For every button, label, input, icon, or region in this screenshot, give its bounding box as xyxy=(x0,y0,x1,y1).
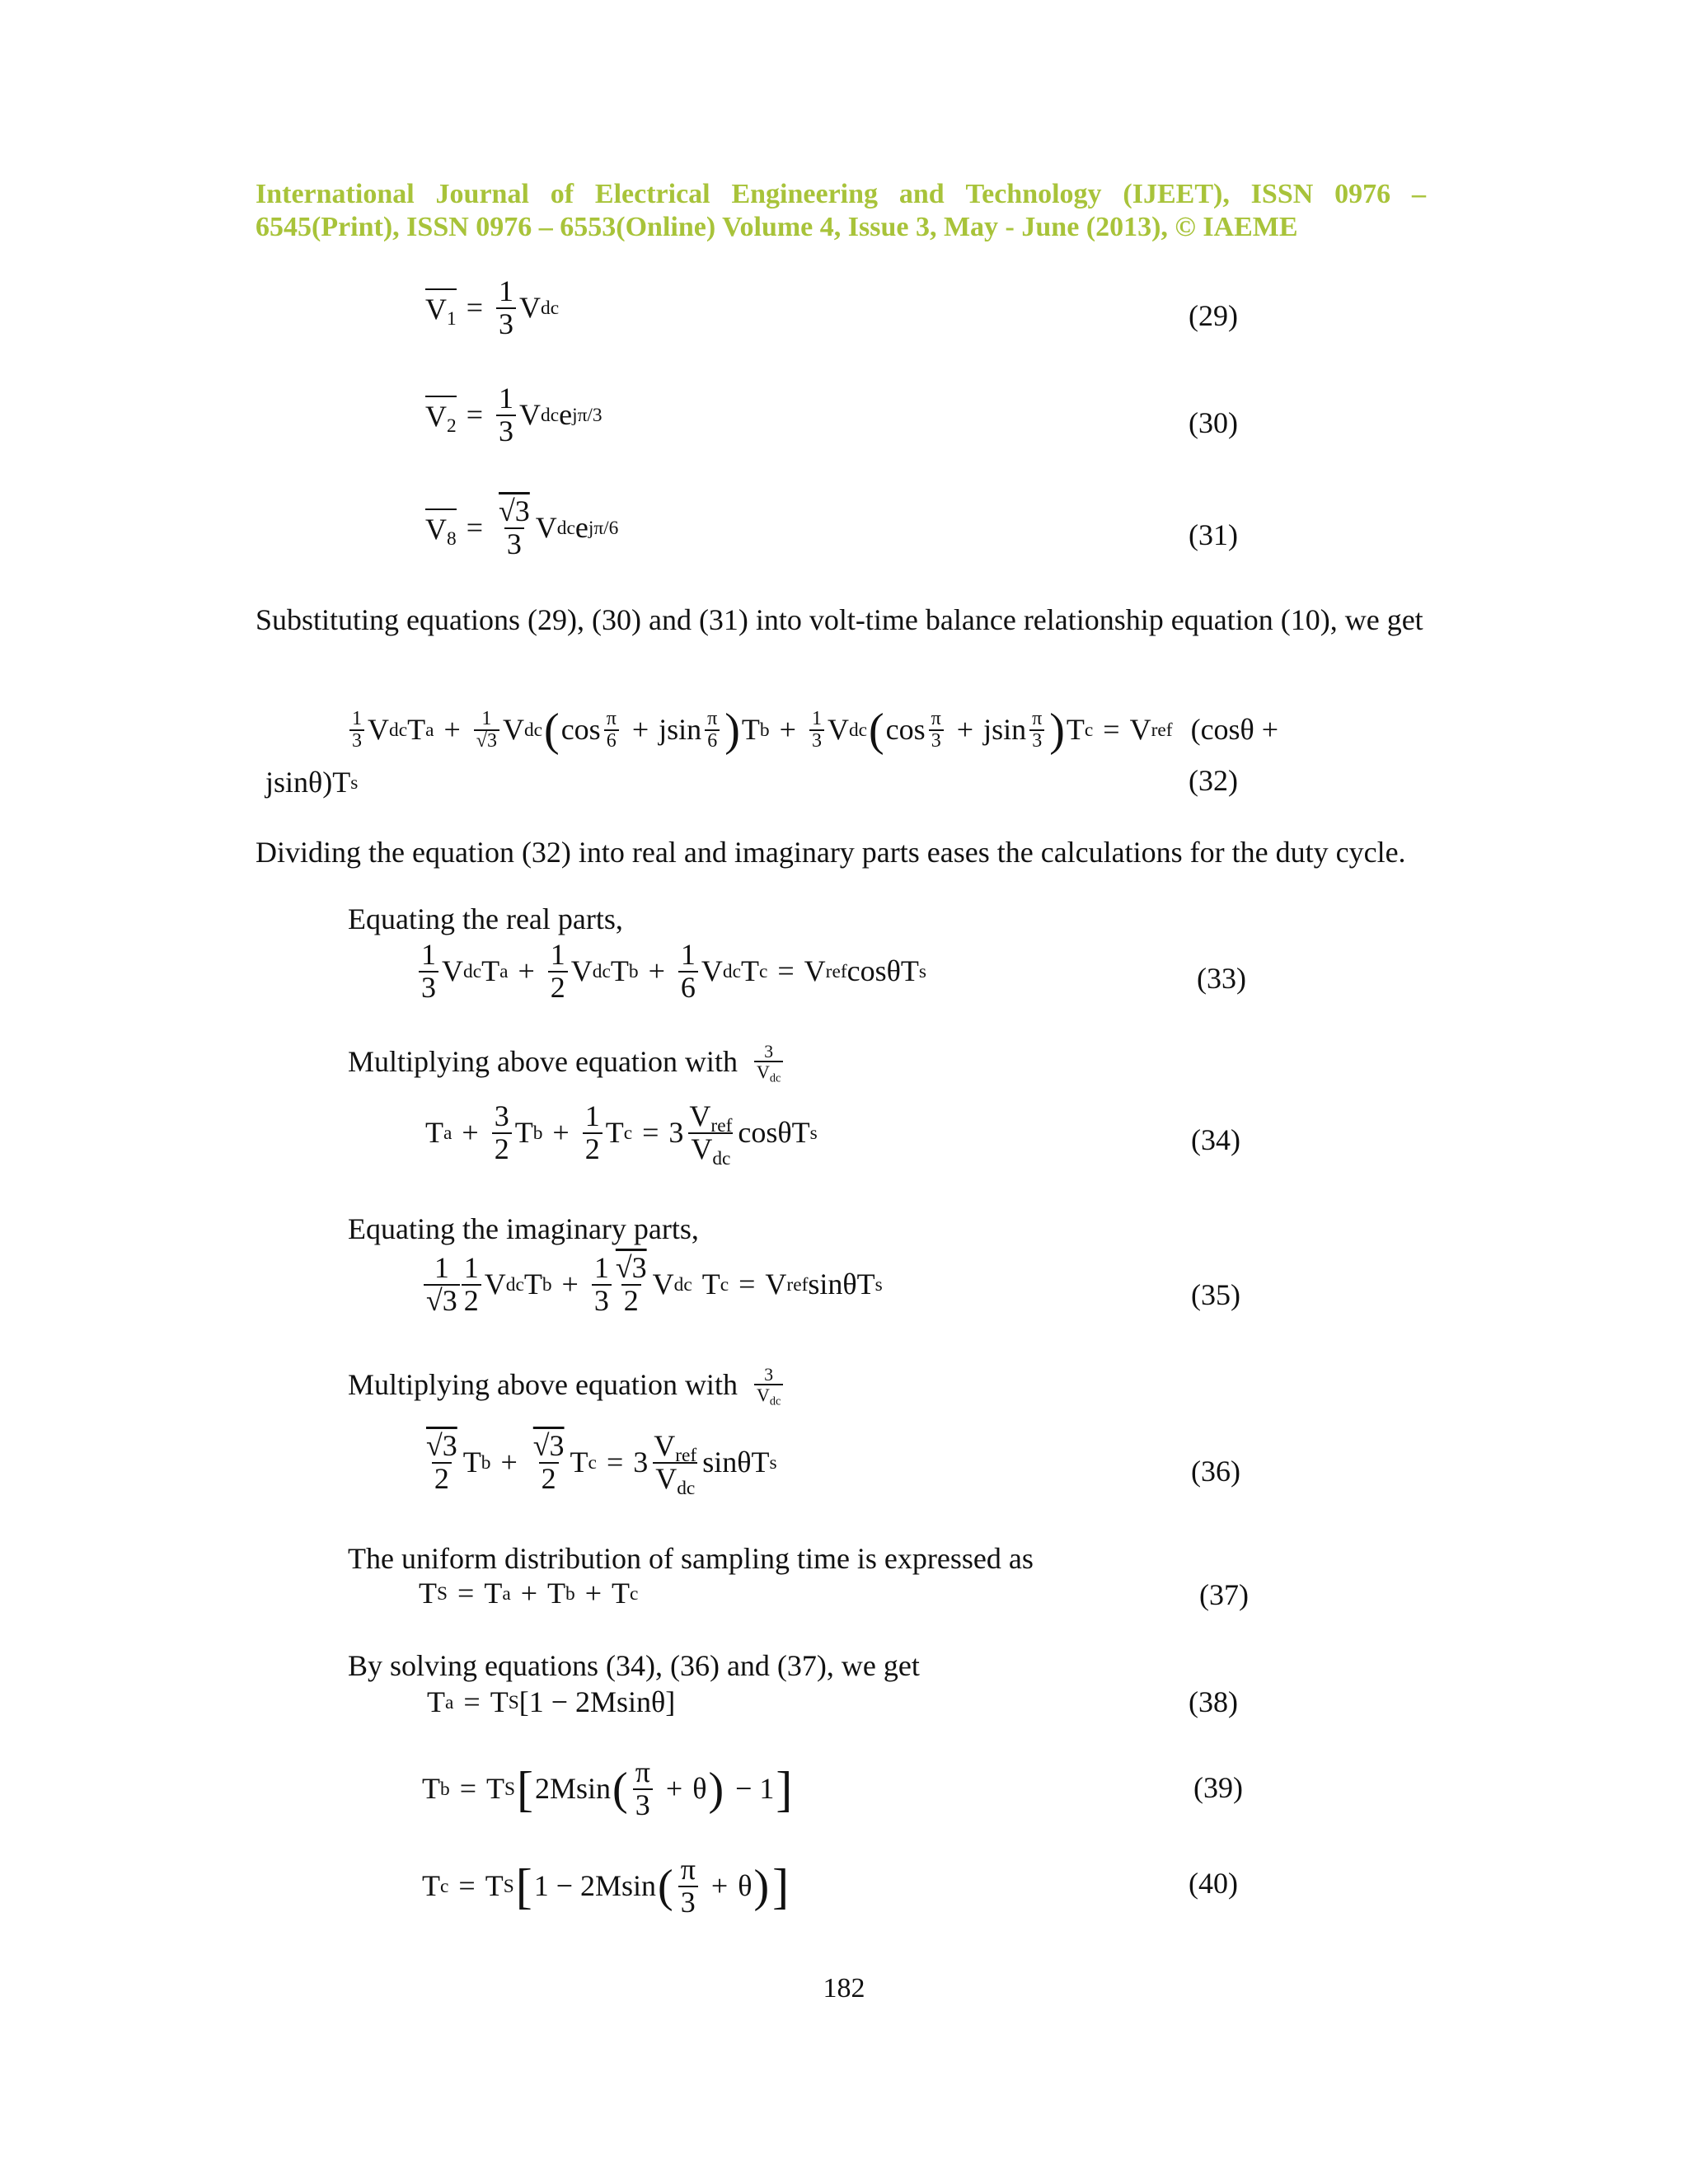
fraction-3-over-vdc: $\frac{3}{V_{dc}}$ xyxy=(754,1365,783,1404)
fraction-three-halves: $\frac{3}{2}$ xyxy=(492,1101,512,1165)
symbol-e: e xyxy=(574,511,588,545)
vector-v1: $V_1$ xyxy=(425,288,457,327)
text-equating-real: Equating the real parts, xyxy=(348,902,623,935)
fraction-one-third: $\frac{1}{3}$ xyxy=(349,709,364,752)
text-uniform-distribution: The uniform distribution of sampling time is expressed as xyxy=(348,1542,1034,1575)
header-word: International xyxy=(256,179,415,209)
symbol-v: V xyxy=(519,291,542,325)
equation-29: $V_1$ = $\frac{1}{3}$ V dc xyxy=(425,274,560,340)
header-word: of xyxy=(550,179,574,209)
fraction-sqrt3-third: $\frac{√3}{3}$ xyxy=(499,494,530,560)
text-by-solving: By solving equations (34), (36) and (37), we get xyxy=(348,1649,920,1682)
equation-39: T b = T S [ 2Msin ( $\frac{\pi}{3}$ + θ ) − 1 ] xyxy=(422,1755,793,1821)
fraction-pi-three: $\frac{\pi}{3}$ xyxy=(1029,709,1044,752)
fraction-one-sqrt3: $\frac{1}{√3}$ xyxy=(424,1253,460,1317)
header-word: Electrical xyxy=(594,179,710,209)
equation-35: $\frac{1}{√3}$ $\frac{1}{2}$ V dc T b + $\frac{1}{3}$ $\frac{√3}{2}$ V dc T c = V ref sinθ T s xyxy=(420,1253,883,1317)
page-number: 182 xyxy=(823,1973,865,2004)
equation-34: T a + $\frac{3}{2}$ T b + $\frac{1}{2}$ T c = 3 $\frac{V_{ref}}{V_{dc}}$ cosθ T s xyxy=(425,1099,818,1169)
equation-number-40: (40) xyxy=(1189,1867,1238,1900)
fraction-one-third: $\frac{1}{3}$ xyxy=(496,276,516,340)
fraction-pi-three: $\frac{\pi}{3}$ xyxy=(633,1757,653,1821)
equation-37: T S = T a + T b + T c xyxy=(419,1577,639,1610)
fraction-sqrt3-half: $\frac{√3}{2}$ xyxy=(615,1251,647,1317)
fraction-one-half: $\frac{1}{2}$ xyxy=(548,940,568,1004)
text-equating-imaginary: Equating the imaginary parts, xyxy=(348,1212,699,1245)
header-line-1 xyxy=(256,178,1426,211)
equation-number-32: (32) xyxy=(1189,764,1238,797)
equals-sign: = xyxy=(466,291,484,325)
fraction-pi-three: $\frac{\pi}{3}$ xyxy=(678,1854,698,1919)
header-word: Engineering xyxy=(731,179,879,209)
vector-v8: $V_8$ xyxy=(425,509,457,547)
fraction-one-half: $\frac{1}{2}$ xyxy=(583,1101,603,1165)
equation-number-29: (29) xyxy=(1189,299,1238,332)
equation-number-34: (34) xyxy=(1191,1123,1240,1156)
header-word: 0976 xyxy=(1334,179,1391,209)
equals-sign: = xyxy=(466,511,484,545)
fraction-sqrt3-half: $\frac{√3}{2}$ xyxy=(532,1429,565,1495)
equation-36: $\frac{√3}{2}$ T b + $\frac{√3}{2}$ T c = 3 $\frac{V_{ref}}{V_{dc}}$ sinθ T s xyxy=(420,1431,777,1495)
text-multiplying-1: Multiplying above equation with $\frac{3}{V_{dc}}$ xyxy=(348,1042,786,1081)
equation-32-continued: jsinθ) T s xyxy=(265,766,359,799)
fraction-pi-three: $\frac{\pi}{3}$ xyxy=(929,709,944,752)
equation-38: T a = T S [1 − 2Msinθ] xyxy=(427,1685,676,1718)
vector-v2: $V_2$ xyxy=(425,396,457,434)
header-word: Technology xyxy=(965,179,1102,209)
equation-number-38: (38) xyxy=(1189,1685,1238,1718)
journal-header xyxy=(256,178,1426,244)
equation-31: $V_8$ = $\frac{√3}{3}$ V dc e jπ/6 xyxy=(425,494,619,560)
fraction-vref-vdc: $\frac{V_{ref}}{V_{dc}}$ xyxy=(654,1429,697,1499)
fraction-vref-vdc: $\frac{V_{ref}}{V_{dc}}$ xyxy=(689,1099,733,1169)
header-word: – xyxy=(1411,179,1426,209)
fraction-one-sqrt3: $\frac{1}{√3}$ xyxy=(474,709,499,752)
equation-number-33: (33) xyxy=(1197,962,1246,995)
symbol-e: e xyxy=(559,398,573,432)
fraction-sqrt3-half: $\frac{√3}{2}$ xyxy=(426,1429,457,1495)
paragraph-substituting: Substituting equations (29), (30) and (31) into volt-time balance relationship equation (10), we get xyxy=(256,603,1423,636)
equation-number-30: (30) xyxy=(1189,406,1238,439)
header-word: (IJEET), xyxy=(1123,179,1230,209)
equation-number-35: (35) xyxy=(1191,1278,1240,1311)
equation-33: $\frac{1}{3}$ V dc T a + $\frac{1}{2}$ V dc T b + $\frac{1}{6}$ V dc T c = V ref cosθ T s xyxy=(415,940,926,1004)
fraction-one-half: $\frac{1}{2}$ xyxy=(462,1253,481,1317)
symbol-v: V xyxy=(535,511,557,545)
header-line-2: 6545(Print), ISSN 0976 – 6553(Online) Volume 4, Issue 3, May - June (2013), © IAEME xyxy=(256,212,1298,242)
fraction-3-over-vdc: $\frac{3}{V_{dc}}$ xyxy=(754,1042,783,1081)
equation-number-39: (39) xyxy=(1193,1771,1243,1804)
fraction-one-third: $\frac{1}{3}$ xyxy=(592,1253,612,1317)
equals-sign: = xyxy=(466,398,484,432)
header-word: ISSN xyxy=(1250,179,1314,209)
paragraph-dividing: Dividing the equation (32) into real and imaginary parts eases the calculations for the duty cycle. xyxy=(256,836,1406,869)
header-word: and xyxy=(898,179,945,209)
fraction-one-third: $\frac{1}{3}$ xyxy=(809,709,824,752)
equation-32: $\frac{1}{3}$ V dc T a + $\frac{1}{√3}$ V dc ( cos $\frac{\pi}{6}$ + jsin $\frac{\pi}{6}$ ) T b + $\frac{1}{3}$ V dc ( cos $\frac{\pi}{3}$ + jsin $\frac{\pi}{3}$ ) T c = V ref (cosθ + xyxy=(346,707,1278,753)
fraction-one-third: $\frac{1}{3}$ xyxy=(419,940,438,1004)
equation-number-37: (37) xyxy=(1199,1578,1249,1611)
equation-number-31: (31) xyxy=(1189,518,1238,551)
equation-number-36: (36) xyxy=(1191,1455,1240,1488)
text-multiplying-2: Multiplying above equation with $\frac{3}{V_{dc}}$ xyxy=(348,1365,786,1404)
equation-40: T c = T S [ 1 − 2Msin ( $\frac{\pi}{3}$ + θ ) ] xyxy=(422,1853,790,1919)
fraction-one-third: $\frac{1}{3}$ xyxy=(496,383,516,448)
symbol-v: V xyxy=(519,398,542,432)
equation-30: $V_2$ = $\frac{1}{3}$ V dc e jπ/3 xyxy=(425,382,603,448)
fraction-one-sixth: $\frac{1}{6}$ xyxy=(678,940,698,1004)
fraction-pi-six: $\frac{\pi}{6}$ xyxy=(604,709,619,752)
fraction-pi-six: $\frac{\pi}{6}$ xyxy=(705,709,720,752)
header-word: Journal xyxy=(435,179,529,209)
